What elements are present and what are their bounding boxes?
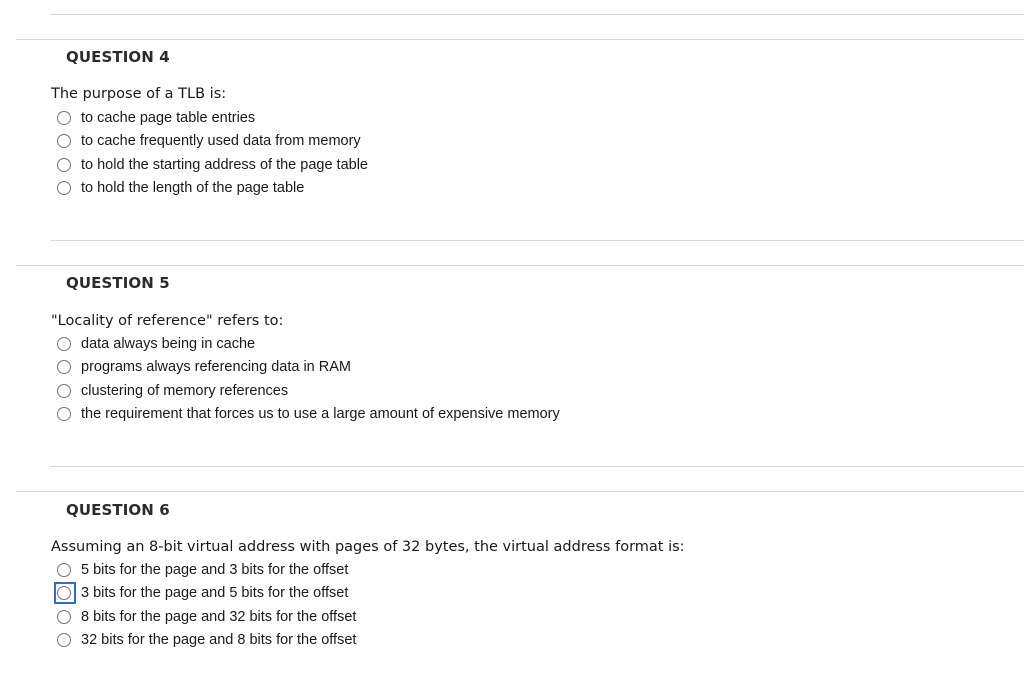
question-prompt: The purpose of a TLB is: [51,86,227,102]
answer-option[interactable] [56,403,560,427]
answer-label: 8 bits for the page and 32 bits for the offset [81,608,357,625]
answer-label: data always being in cache [81,335,256,352]
answer-option[interactable] [56,629,356,653]
question-title: QUESTION 5 [66,274,170,292]
divider [50,14,1024,15]
answer-options [56,332,560,426]
radio-button[interactable] [57,134,71,148]
divider [16,265,1024,266]
answer-option[interactable] [56,605,356,629]
answer-option[interactable] [56,332,560,356]
answer-option[interactable] [56,582,356,606]
radio-button-focused[interactable] [57,586,71,600]
divider [50,466,1024,467]
answer-option[interactable] [56,130,368,154]
answer-label: to hold the length of the page table [81,180,305,197]
answer-option[interactable] [56,356,560,380]
answer-label: the requirement that forces us to use a large amount of expensive memory [81,406,560,423]
radio-button[interactable] [57,158,71,172]
answer-option[interactable] [56,379,560,403]
answer-options [56,558,356,652]
answer-options [56,106,368,200]
answer-option[interactable] [56,558,356,582]
answer-label: 5 bits for the page and 3 bits for the offset [81,561,349,578]
answer-label: to hold the starting address of the page table [81,156,368,173]
question-title: QUESTION 6 [66,501,170,519]
radio-button[interactable] [57,181,71,195]
divider [50,240,1024,241]
answer-option[interactable] [56,177,368,201]
answer-label: to cache page table entries [81,109,256,126]
divider [16,491,1024,492]
radio-button[interactable] [57,111,71,125]
answer-label: clustering of memory references [81,382,289,399]
answer-option[interactable] [56,106,368,130]
question-prompt: Assuming an 8-bit virtual address with pages of 32 bytes, the virtual address format is: [51,539,685,555]
radio-button[interactable] [57,407,71,421]
answer-option[interactable] [56,153,368,177]
radio-button[interactable] [57,563,71,577]
answer-label: 3 bits for the page and 5 bits for the offset [81,585,349,602]
radio-button[interactable] [57,610,71,624]
radio-button[interactable] [57,360,71,374]
radio-button[interactable] [57,633,71,647]
radio-button[interactable] [57,384,71,398]
radio-button[interactable] [57,337,71,351]
answer-label: programs always referencing data in RAM [81,359,351,376]
question-prompt: "Locality of reference" refers to: [51,313,284,329]
answer-label: 32 bits for the page and 8 bits for the offset [81,632,357,649]
answer-label: to cache frequently used data from memory [81,133,361,150]
question-title: QUESTION 4 [66,48,170,66]
divider [16,39,1024,40]
